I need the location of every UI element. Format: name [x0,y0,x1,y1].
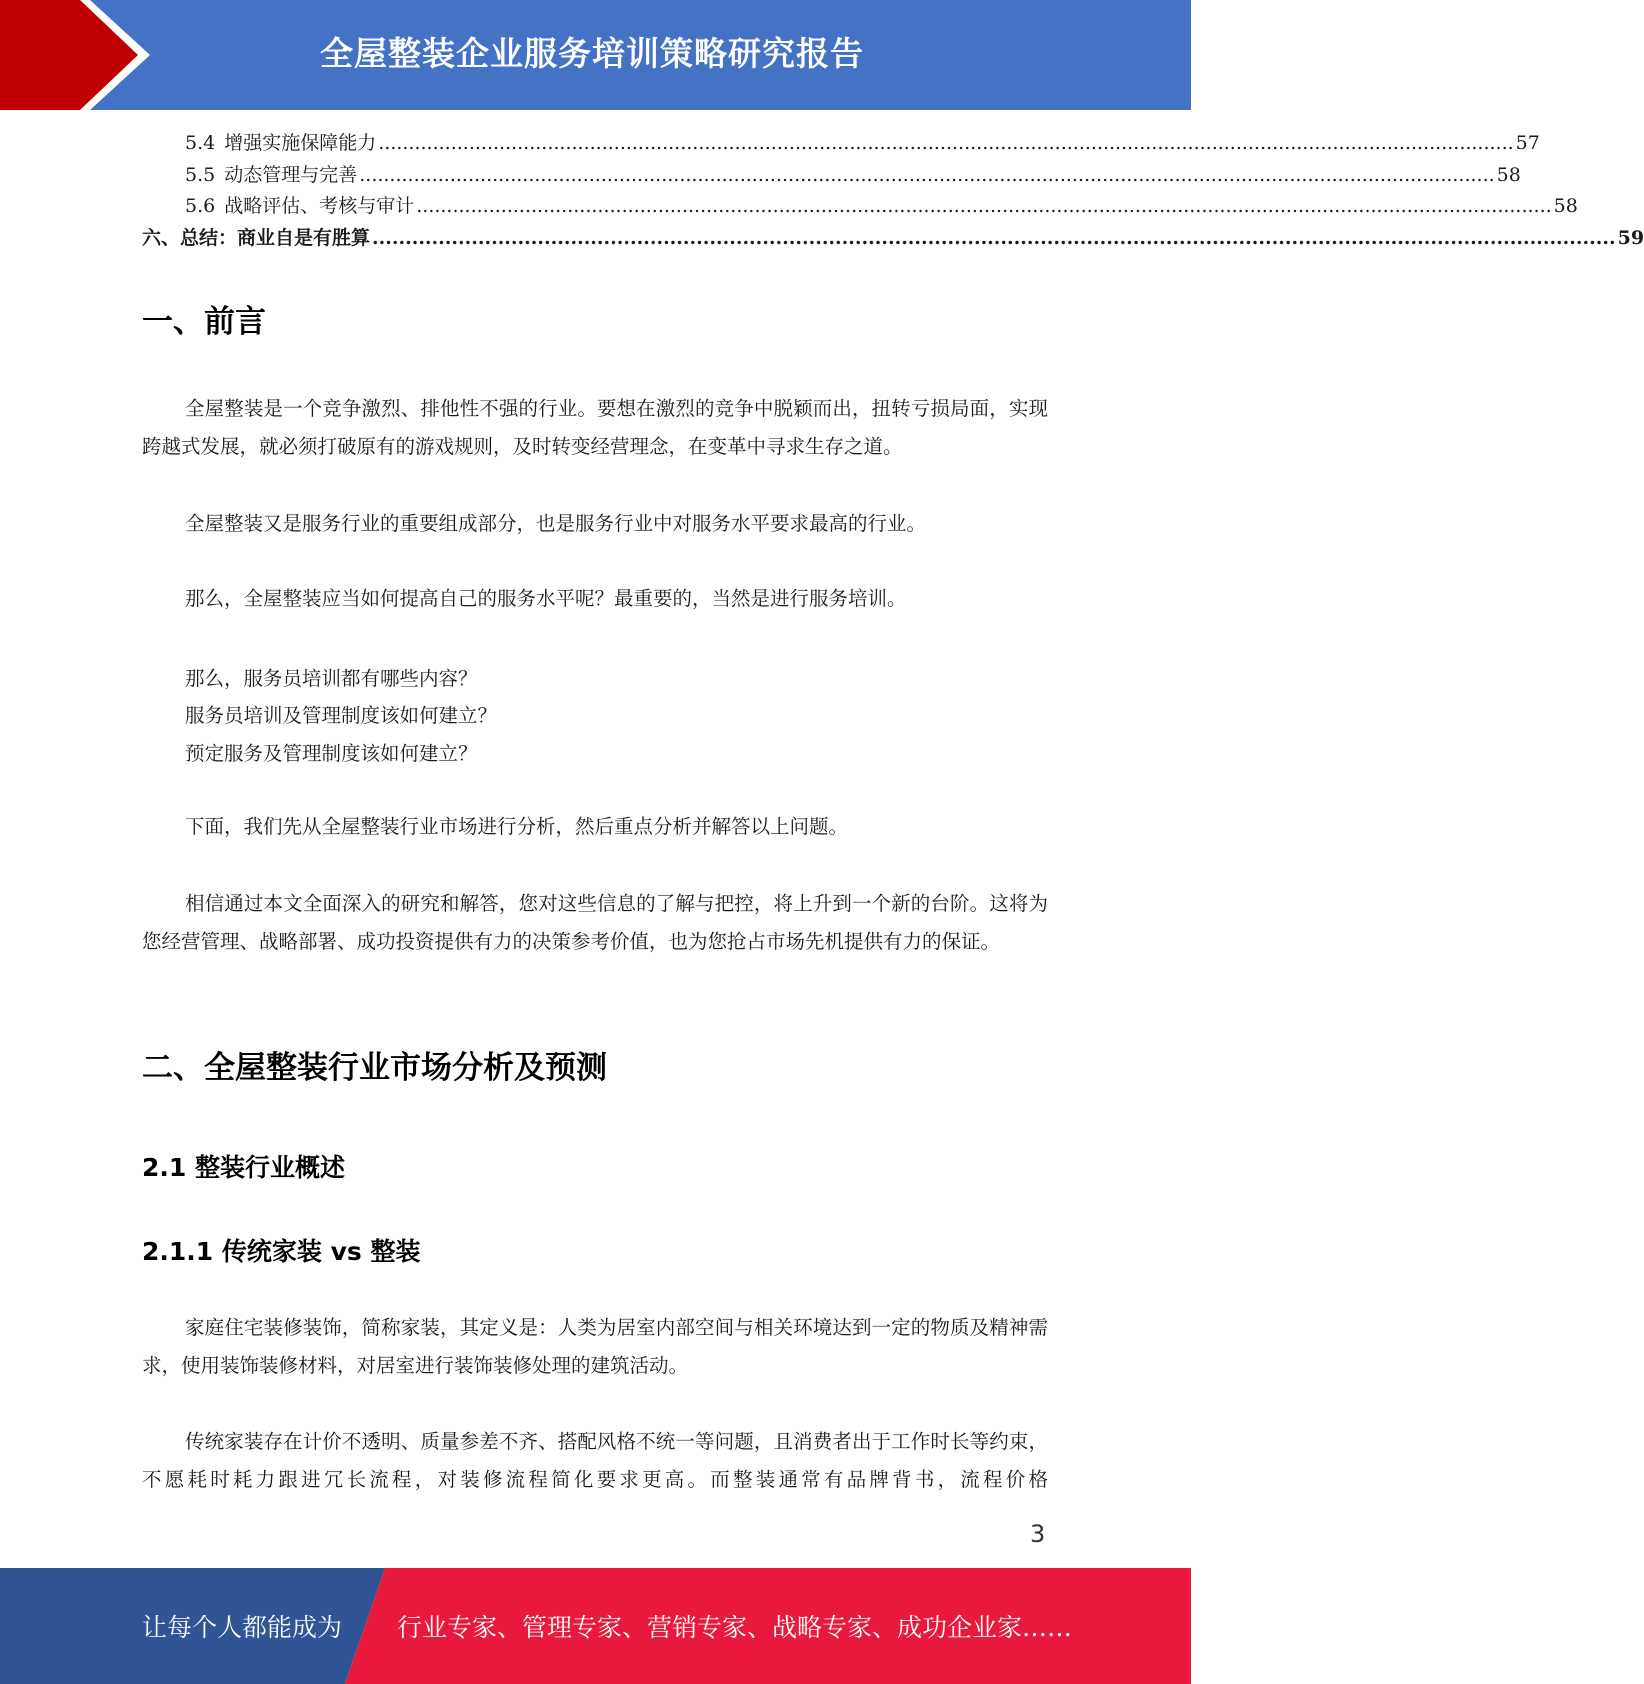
paragraph: 下面，我们先从全屋整装行业市场进行分析，然后重点分析并解答以上问题。 [185,815,849,838]
paragraph: 那么，全屋整装应当如何提高自己的服务水平呢？最重要的，当然是进行服务培训。 [185,587,907,610]
paragraph: 全屋整装是一个竞争激烈、排他性不强的行业。要想在激烈的竞争中脱颖而出，扭转亏损局面，实现跨越式发展，就必须打破原有的游戏规则，及时转变经营理念，在变革中寻求生存之道。 [142,397,1048,458]
paragraph: 家庭住宅装修装饰，简称家装，其定义是：人类为居室内部空间与相关环境达到一定的物质及精神需求，使用装饰装修材料，对居室进行装饰装修处理的建筑活动。 [142,1316,1048,1377]
toc-entry[interactable] [142,160,1521,192]
question-line: 服务员培训及管理制度该如何建立？ [185,704,498,727]
paragraph: 全屋整装又是服务行业的重要组成部分，也是服务行业中对服务水平要求最高的行业。 [185,512,927,535]
toc-label: 动态管理与完善 [224,163,358,186]
footer-slogan-right: 行业专家、管理专家、营销专家、战略专家、成功企业家…… [397,1613,1073,1642]
toc-label: 战略评估、考核与审计 [224,195,415,217]
table-of-contents [142,128,1644,254]
toc-number: 5.5 [185,163,216,186]
paragraph: 传统家装存在计价不透明、质量参差不齐、搭配风格不统一等问题，且消费者出于工作时长等约束，不愿耗时耗力跟进冗长流程，对装修流程简化要求更高。而整装通常有品牌背书，流程价格 [142,1430,1048,1491]
footer-slogan-left: 让每个人都能成为 [142,1613,343,1642]
toc-leader: ............................................................................................................................................................................................ [416,195,1552,217]
toc-leader: ............................................................................................................................................................................................ [378,132,1514,154]
toc-entry[interactable] [142,128,1540,160]
toc-leader: ............................................................................................................................................................................................ [359,163,1495,186]
page-footer [0,1568,1191,1684]
toc-label: 六、总结：商业自是有胜算 [142,226,371,249]
toc-entry[interactable] [142,223,1644,255]
page-header [0,0,1191,110]
toc-page: 58 [1553,195,1578,217]
toc-entry[interactable] [142,191,1578,223]
toc-page: 58 [1496,163,1521,186]
toc-page: 57 [1515,132,1540,154]
question-line: 那么，服务员培训都有哪些内容？ [185,667,478,690]
page-number: 3 [1030,1520,1046,1548]
section-heading-preface: 一、前言 [142,304,266,340]
toc-number: 5.6 [185,195,216,217]
toc-number: 5.4 [185,132,216,154]
document-title: 全屋整装企业服务培训策略研究报告 [320,34,864,73]
paragraph: 相信通过本文全面深入的研究和解答，您对这些信息的了解与把控，将上升到一个新的台阶。这将为您经营管理、战略部署、成功投资提供有力的决策参考价值，也为您抢占市场先机提供有力的保证。 [142,892,1048,953]
question-line: 预定服务及管理制度该如何建立？ [185,742,478,765]
toc-leader: ............................................................................................................................................................................................ [372,226,1616,249]
subsection-heading: 2.1 整装行业概述 [142,1153,345,1182]
toc-label: 增强实施保障能力 [224,132,377,154]
section-heading-market-analysis: 二、全屋整装行业市场分析及预测 [142,1050,607,1086]
subsubsection-heading: 2.1.1 传统家装 vs 整装 [142,1237,421,1266]
toc-page: 59 [1617,226,1644,249]
